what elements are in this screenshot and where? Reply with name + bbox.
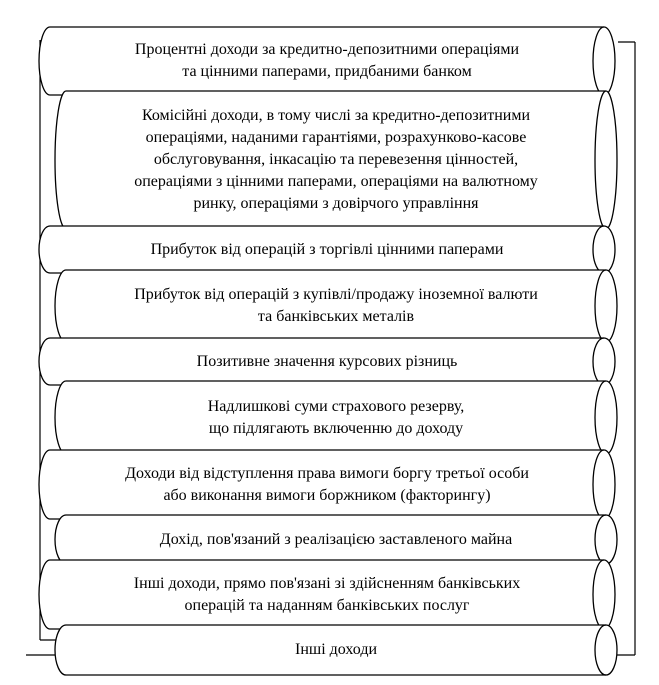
scroll-label-collateral-sale-income: Дохід, пов'язаний з реалізацією заставленого майна xyxy=(159,530,513,548)
scroll-label-factoring-income: Доходи від відступлення права вимоги боргу третьої особи або виконання вимоги боржником (факторингу) xyxy=(125,464,529,504)
scroll-label-securities-trading-profit: Прибуток від операцій з торгівлі цінними паперами xyxy=(150,240,504,258)
scroll-label-insurance-reserve: Надлишкові суми страхового резерву, що підлягають включенню до доходу xyxy=(207,397,465,437)
scroll-label-percent-income: Процентні доходи за кредитно-депозитними операціями та цінними паперами, придбаними банком xyxy=(134,41,520,80)
scroll-label-other-banking-income: Інші доходи, прямо пов'язані зі здійсненням банківських операцій та наданням банківських послуг xyxy=(133,574,521,614)
scroll-label-commission-income: Комісійні доходи, в тому числі за кредитно-депозитними операціями, наданими гарантіями, розрахунково-касове обслуговування, інкасацію та перевезення цінностей, операціями з цінними паперами, операціями на валютному ринку, операціями з довірчого управління xyxy=(134,107,538,212)
scroll-label-other-income: Інші доходи xyxy=(294,641,378,658)
scroll-label-exchange-differences: Позитивне значення курсових різниць xyxy=(196,352,458,370)
scroll-label-currency-metals-profit: Прибуток від операцій з купівлі/продажу іноземної валюти та банківських металів xyxy=(134,286,538,325)
